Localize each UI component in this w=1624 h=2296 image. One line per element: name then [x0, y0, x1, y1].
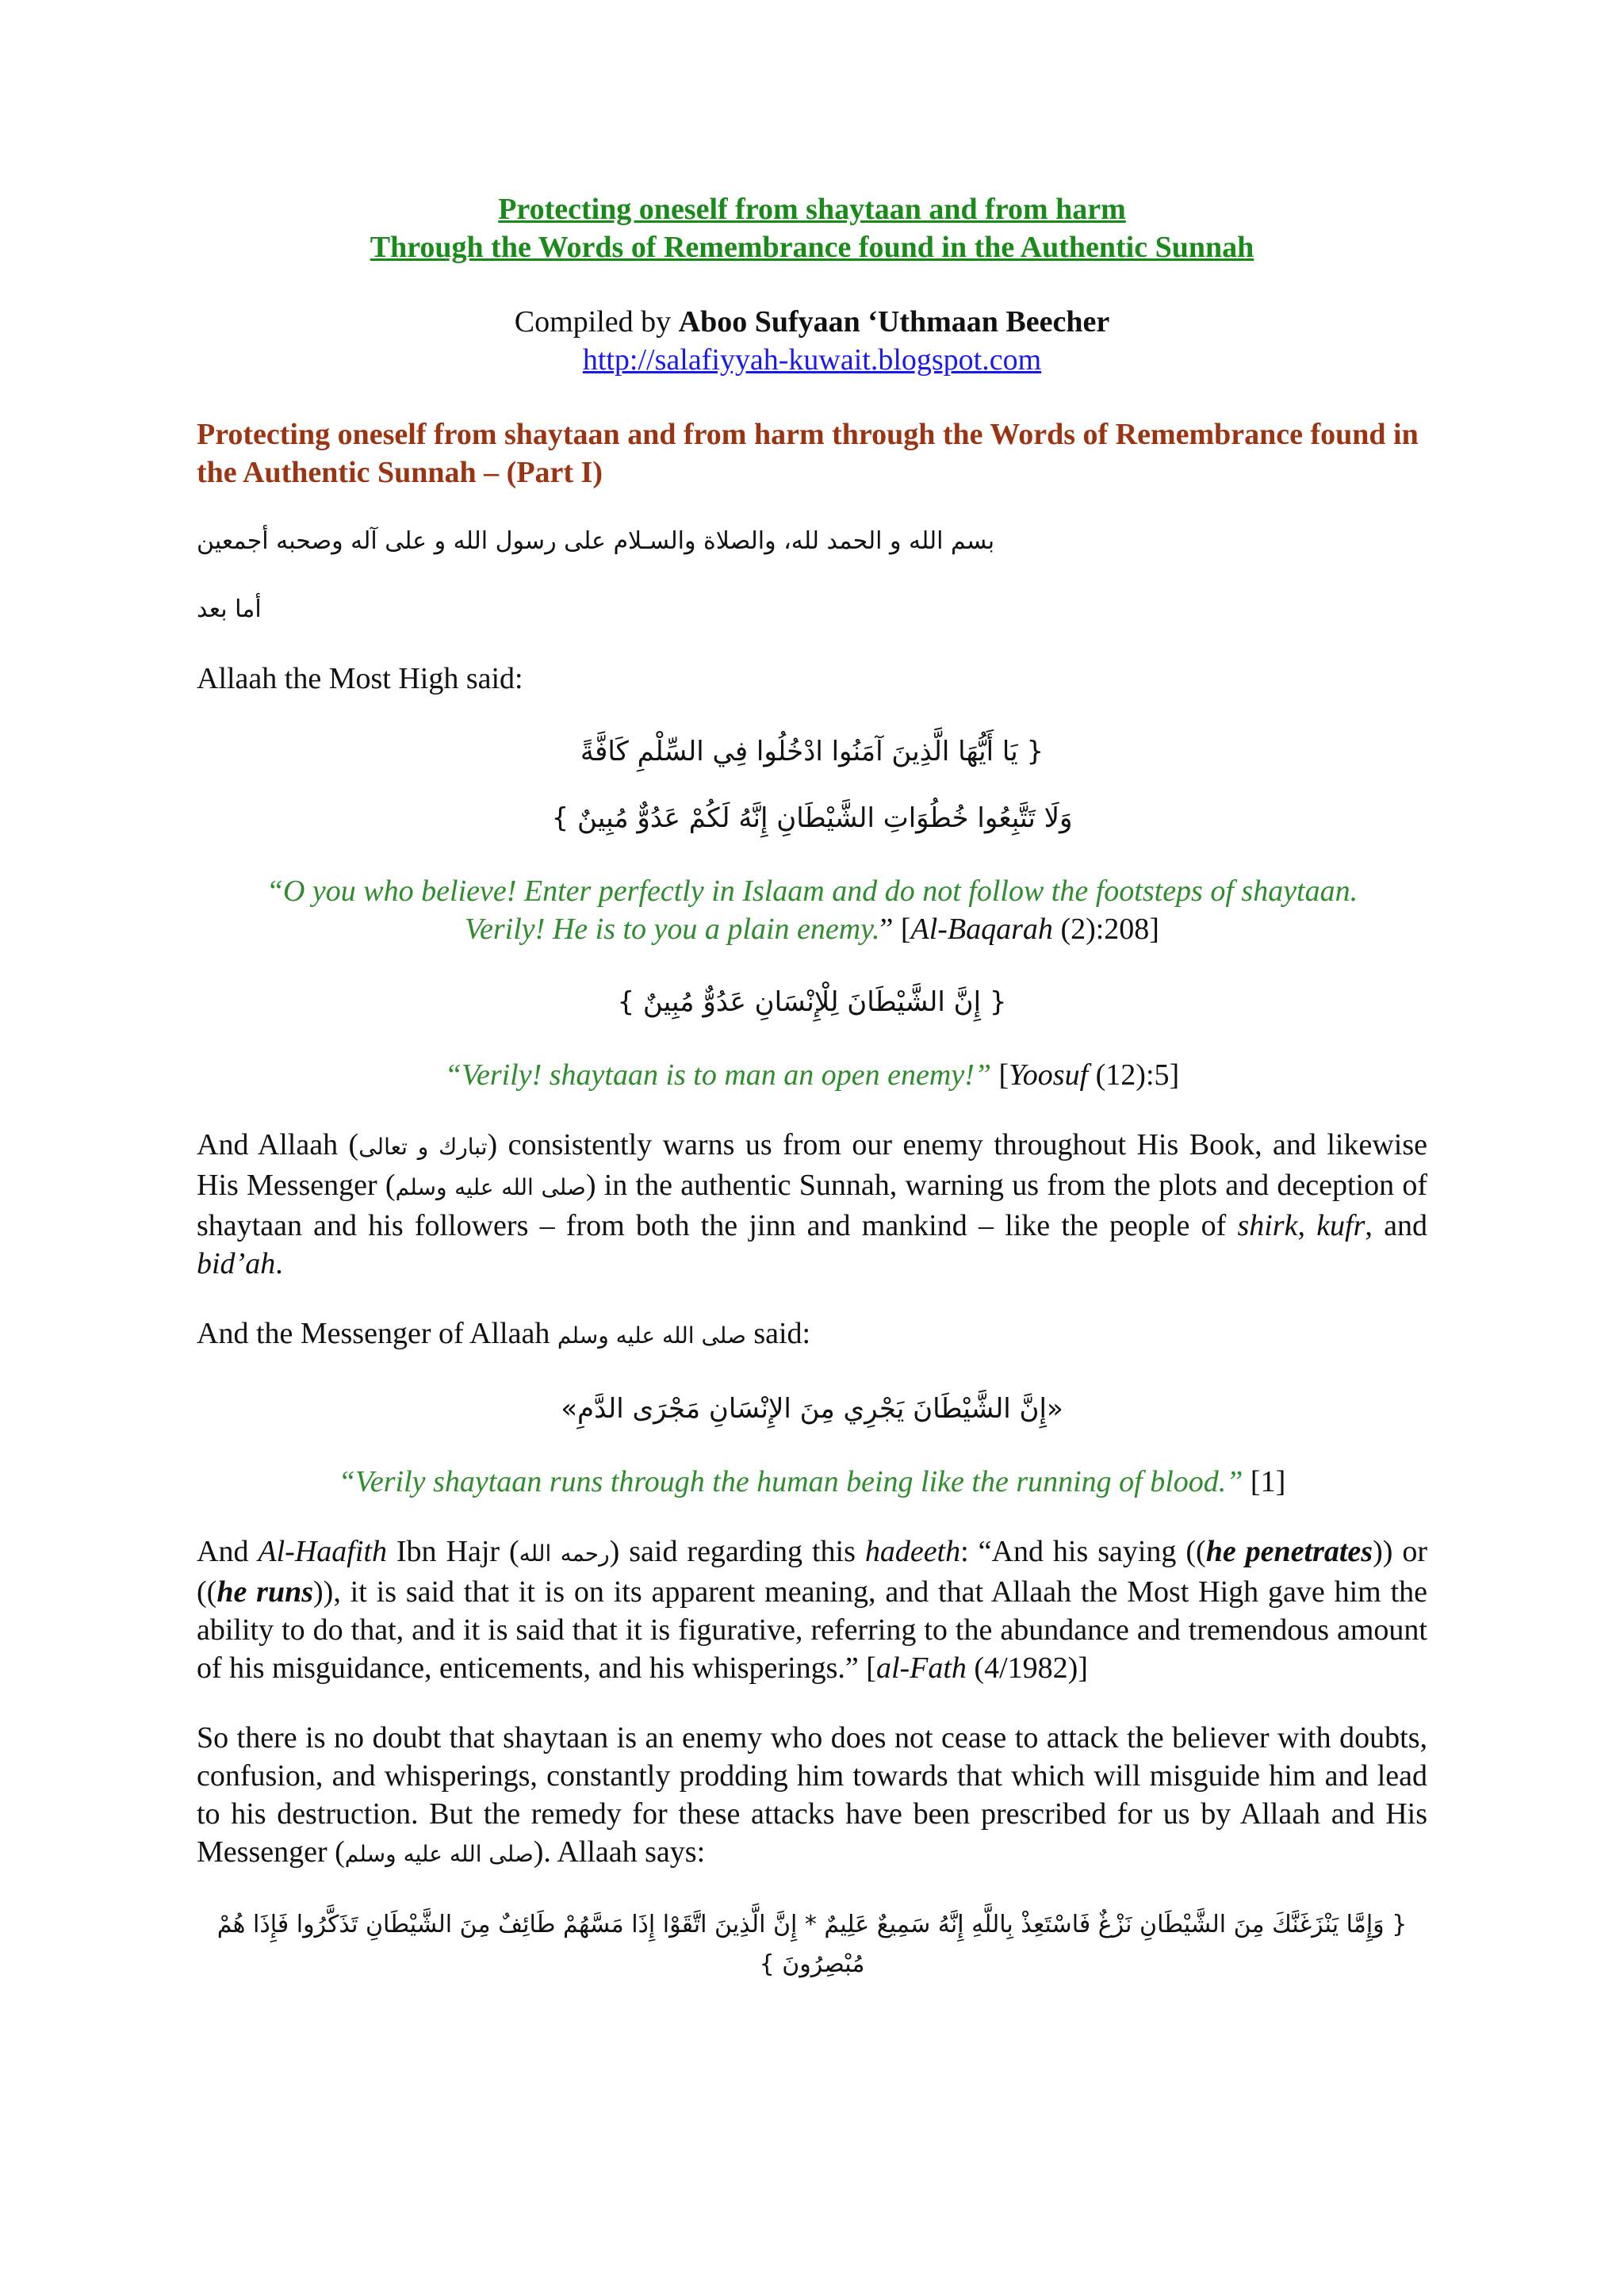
allaah-said: Allaah the Most High said:	[197, 662, 523, 695]
quote-hadith: “Verily shaytaan runs through the human being like the running of blood.” [1]	[338, 1465, 1286, 1498]
ref-yoosuf-book: Yoosuf	[1009, 1058, 1089, 1092]
ayah-araf	[197, 1905, 1427, 1984]
compiled-prefix: Compiled by	[514, 305, 679, 339]
quote-baqarah-line1: “O you who believe! Enter perfectly in Islaam and do not follow the footsteps of shaytaan.	[266, 874, 1358, 908]
quote-baqarah: “O you who believe! Enter perfectly in Islaam and do not follow the footsteps of shaytaan. Verily! He is to you a plain enemy.” [Al-Baqarah (2):208]	[266, 874, 1358, 946]
arabic-opening: بسم الله و الحمد لله، والصلاة والسـلام على رسول الله و على آله وصحبه أجمعين	[197, 527, 995, 555]
title-line-2: Through the Words of Remembrance found in the Authentic Sunnah	[370, 231, 1254, 264]
hadith-arabic: «إِنَّ الشَّيْطَانَ يَجْرِي مِنَ الإِنْسَانِ مَجْرَى الدَّمِ»	[561, 1393, 1063, 1425]
author-name: Aboo Sufyaan ‘Uthmaan Beecher	[678, 305, 1110, 339]
ayah-baqarah-line2: وَلَا تَتَّبِعُوا خُطُوَاتِ الشَّيْطَانِ إِنَّهُ لَكُمْ عَدُوٌّ مُبِينٌ }	[551, 802, 1073, 834]
title-line-1: Protecting oneself from shaytaan and from harm	[498, 193, 1126, 226]
ayah-yoosuf: { إِنَّ الشَّيْطَانَ لِلْإِنْسَانِ عَدُوٌّ مُبِينٌ }	[617, 986, 1007, 1018]
quote-yoosuf: “Verily! shaytaan is to man an open enemy!” [Yoosuf (12):5]	[444, 1058, 1180, 1092]
compiled-by	[197, 303, 1427, 341]
paragraph-ibn-hajr: And Al-Haafith Ibn Hajr (رحمه الله) said regarding this hadeeth: “And his saying ((he penetrates)) or ((he runs)), it is said that it is on its apparent meaning, and that Allaah the Most High gave him the ability to do that, and it is said that it is figurative, referring to the abundance and tremendous amount of his misguidance, enticements, and his whisperings.” [al-Fath (4/1982)]	[197, 1535, 1428, 1685]
ayah-araf-line1: { وَإِمَّا يَنْزَغَنَّكَ مِنَ الشَّيْطَانِ نَزْغٌ فَاسْتَعِذْ بِاللَّهِ إِنَّهُ سَمِيعٌ عَلِيمٌ * إِنَّ الَّذِينَ اتَّقَوْا إِذَا مَسَّهُمْ طَائِفٌ مِنَ الشَّيْطَانِ تَذَكَّرُوا فَإِذَا هُمْ	[216, 1911, 1408, 1938]
document-page	[197, 190, 1427, 1984]
blog-link[interactable]: http://salafiyyah-kuwait.blogspot.com	[582, 343, 1042, 377]
ref-baqarah-book: Al-Baqarah	[910, 913, 1053, 946]
footnote-ref: [1]	[1243, 1465, 1286, 1498]
document-header	[197, 190, 1427, 379]
quote-baqarah-line2: Verily! He is to you a plain enemy.	[465, 913, 880, 946]
ayah-baqarah-line1: { يَا أَيُّهَا الَّذِينَ آمَنُوا ادْخُلُوا فِي السِّلْمِ كَافَّةً	[580, 736, 1044, 767]
ayah-araf-line2: مُبْصِرُونَ }	[759, 1950, 865, 1978]
paragraph-remedy: So there is no doubt that shaytaan is an enemy who does not cease to attack the believer with doubts, confusion, and whisperings, constantly prodding him towards that which will misguide him and lead to his destruction. But the remedy for these attacks have been prescribed for us by Allaah and His Messenger (صلى الله عليه وسلم). Allaah says:	[197, 1721, 1427, 1869]
arabic-amma-baad: أما بعد	[197, 595, 262, 623]
section-title: Protecting oneself from shaytaan and from harm through the Words of Remembrance found in the Authentic Sunnah – (Part I)	[197, 418, 1419, 489]
paragraph-messenger-said: And the Messenger of Allaah صلى الله عليه وسلم said:	[197, 1317, 811, 1350]
paragraph-warning: And Allaah (تبارك و تعالى) consistently warns us from our enemy throughout His Book, and likewise His Messenger (صلى الله عليه وسلم) in the authentic Sunnah, warning us from the plots and deception of shaytaan and his followers – from both the jinn and mankind – like the people of shirk, kufr, and bid’ah.	[197, 1128, 1428, 1280]
